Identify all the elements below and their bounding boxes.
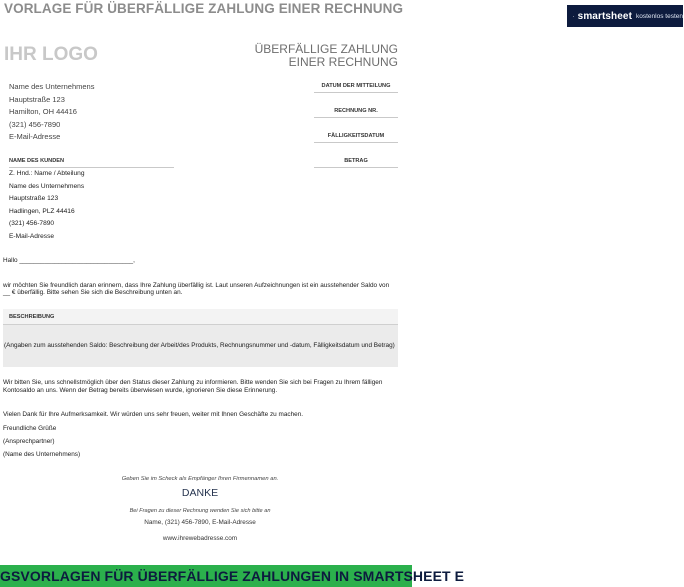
customer-company: Name des Unternehmens (9, 183, 85, 190)
paragraph-2-line-2: Kontosaldo an uns. Wenn der Betrag bereits überwiesen wurde, ignorieren Sie diese Erinnerung. (3, 387, 278, 394)
notice-date-label: DATUM DER MITTEILUNG (314, 83, 398, 93)
paragraph-2-line-1: Wir bitten Sie, uns schnellstmöglich über den Status dieser Zahlung zu informieren. Bitte wenden Sie sich bei Fragen zu Ihrem fälligen (3, 379, 383, 386)
questions-note: Bei Fragen zu dieser Rechnung wenden Sie sich bitte an (129, 508, 271, 514)
brand-cta: kostenlos testen (636, 12, 683, 20)
customer-street: Hauptstraße 123 (9, 195, 59, 202)
closing: Freundliche Grüße (3, 425, 57, 432)
customer-city: Hadlingen, PLZ 44416 (9, 208, 75, 215)
paragraph-1-line-1: wir möchten Sie freundlich daran erinnern, dass Ihre Zahlung überfällig ist. Laut unseren Aufzeichnungen ist ein ausstehender Saldo von (3, 282, 390, 289)
contact-person: (Ansprechpartner) (3, 438, 55, 445)
smartsheet-trial-button[interactable] (567, 5, 683, 27)
sender-street: Hauptstraße 123 (9, 95, 65, 104)
footer-contact: Name, (321) 456-7890, E-Mail-Adresse (144, 519, 256, 526)
promo-banner[interactable] (0, 565, 465, 587)
paragraph-1-line-2: __ € überfällig. Bitte sehen Sie sich die Beschreibung unten an. (3, 289, 183, 296)
sender-email: E-Mail-Adresse (9, 132, 61, 141)
description-header (3, 309, 398, 325)
customer-email: E-Mail-Adresse (9, 233, 55, 240)
invoice-number-label: RECHNUNG NR. (314, 108, 398, 118)
logo-placeholder: IHR LOGO (4, 44, 98, 65)
signature-company: (Name des Unternehmens) (3, 451, 81, 458)
sender-company: Name des Unternehmens (9, 82, 95, 91)
customer-name-label: NAME DES KUNDEN (9, 158, 174, 168)
description-field[interactable] (3, 325, 398, 367)
amount-label: BETRAG (314, 158, 398, 168)
brand-name: smartsheet (577, 10, 633, 22)
smartsheet-logo-icon (573, 12, 574, 21)
sender-phone: (321) 456-7890 (9, 120, 61, 129)
document-title: ÜBERFÄLLIGE ZAHLUNG EINER RECHNUNG (254, 42, 398, 69)
customer-phone: (321) 456-7890 (9, 220, 55, 227)
greeting: Hallo ________________________________, (3, 257, 135, 264)
check-note: Geben Sie im Scheck als Empfänger Ihren Firmennamen an. (121, 476, 279, 482)
thanks-heading: DANKE (181, 487, 219, 499)
due-date-label: FÄLLIGKEITSDATUM (314, 133, 398, 143)
promo-banner-text: GSVORLAGEN FÜR ÜBERFÄLLIGE ZAHLUNGEN IN SMARTSHEET E (0, 568, 465, 584)
page-title: VORLAGE FÜR ÜBERFÄLLIGE ZAHLUNG EINER RECHNUNG (4, 1, 404, 16)
sender-city: Hamilton, OH 44416 (9, 107, 77, 116)
website-link[interactable]: www.ihrewebadresse.com (162, 535, 238, 542)
description-text: (Angaben zum ausstehenden Saldo: Beschreibung der Arbeit/des Produkts, Rechnungsnummer und -datum, Fälligkeitsdatum und Betrag) (4, 342, 395, 349)
description-label: BESCHREIBUNG (9, 314, 55, 320)
thanks-line: Vielen Dank für Ihre Aufmerksamkeit. Wir würden uns sehr freuen, weiter mit Ihnen Geschäfte zu machen. (3, 411, 304, 418)
customer-attn: Z. Hnd.: Name / Abteilung (9, 170, 85, 177)
